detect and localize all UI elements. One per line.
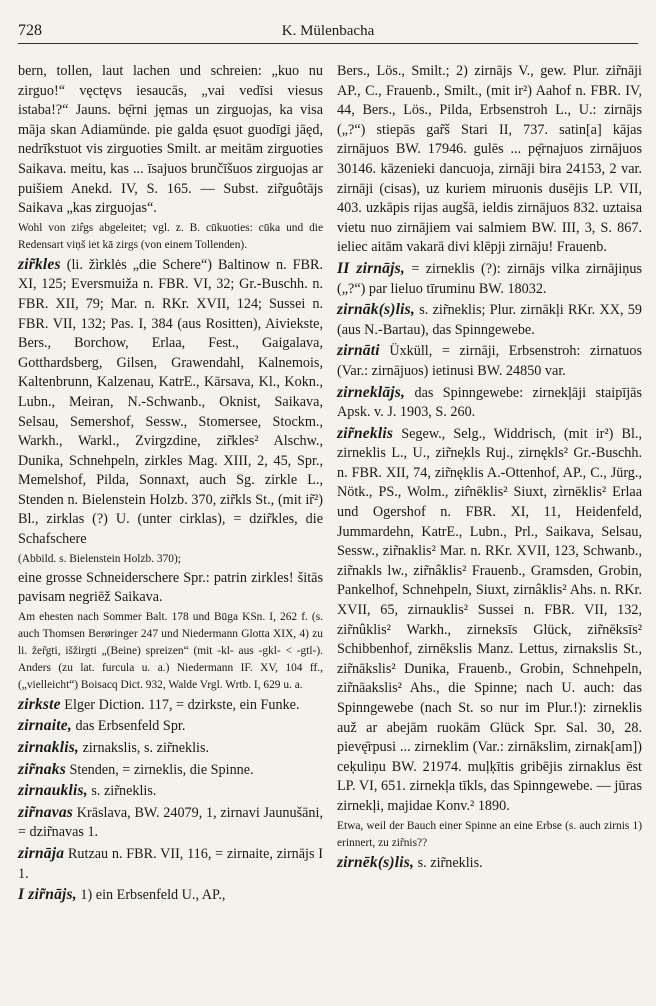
dictionary-entry <box>337 259 642 299</box>
running-header <box>18 20 638 44</box>
etymology-note: (Abbild. s. Bielenstein Holzb. 370); <box>18 552 181 565</box>
dictionary-entry <box>18 803 323 843</box>
dictionary-entry <box>18 760 323 781</box>
entry-text: (li. žìrklės „die Schere“) Baltinow n. FBR. XI, 125; Eversmuiža n. FBR. VI, 32; Gr.-Buschh. n. FBR. XII, 79; Mar. n. RKr. XVII, 124; Sussei n. FBR. VII, 132; Pas. I, 384 (aus Rositten), Aiviekste, Bers., Borchow, Erlaa, Fest., Gaigalava, Gotthardsberg, Gilsen, Grawendahl, Kalnemois, Kaltenbrunn, Kalzenau, KatrE., Kārsava, Kl., Kokn., Lubn., Meiran, N.-Schwanb., Oknist, Saikava, Selsau, Semershof, Sessw., Stomersee, Stockm., Warkh., Warkl., Zvirgzdine, zir̃kles² Alschw., Dunika, Schnehpeln, zirkles Mag. XIII, 2, 45, Spr., Memelshof, Pilda, Sonnaxt, auch Sg. zirkle L., Stenden n. Bielenstein Holzb. 370, zir̃kls St., (mit ir̃²) Bl., zirklas (?) U. (unter cirklas), = dzir̃kles, die Schafschere <box>18 256 323 548</box>
entry-text: Üxküll, = zirnāji, Erbsenstroh: zirnatuos (Var.: zirnājuos) ietinusi BW. 24850 var. <box>337 343 642 379</box>
entry-headword: zirnēk(s)lis, <box>337 853 415 871</box>
entry-text: Stenden, = zirneklis, die Spinne. <box>65 761 254 778</box>
dictionary-entry <box>337 424 642 817</box>
entry-headword: zir̃kles <box>18 255 61 273</box>
dictionary-entry <box>18 255 323 550</box>
entry-text: zirnakslis, s. zir̃neklis. <box>79 740 210 757</box>
entry-text: Rutzau n. FBR. VII, 116, = zirnaite, zirnājs I 1. <box>18 846 323 882</box>
entry-text: Segew., Selg., Widdrisch, (mit ir²) Bl., zirneklis L., U., zir̃ne̦kls Ruj., zirnękls² Gr.-Buschh. n. FBR. XII, 74, zir̃nęklis A.-Ottenhof, AP., C., Jürg., Nötk., PS., Wolm., zir̂nēklis² Siuxt, zìrnēklis² Erlaa und Ogershof n. FBR. XI, 11, Heidenfeld, Jummardehn, KatrE., Lubn., Prl., Saikava, Selsau, Sessw., zir̃naklis² Mar. n. RKr. XVII, 123, Schwanb., zir̃nakls lw., zir̃nâklis² Frauenb., Gramsden, Grobin, Pankelhof, Schnehpeln, Siuxt, zirnâklis² Ahs. n. RKr. XVII, 65, zirnauklis² Sussei n. FBR. VII, 132, zir̃nûklis² Warkh., zirneksīs Glück, zir̃nēksīs² Schibbenhof, zirnēkslis Manz. Lettus, zirnakslis St., zir̃nākslis² Dunika, Frauenb., Grobin, Schnehpeln, zir̃nāakslis² Ahs., die Spinne; nach U. auch: das Spinngewebe (nach St. so nur im Plur.!): zirneklis auž ar abejām ruokām Glück Spr. Sal. 30, 28. pievę̄rpusi ... zirneklim (Var.: zirnākslim, zirnak[am]) ceķuliņu BW. 21974. muļķītis gribējis zirnaklus ēst LP. VI, 651. zirnekļa tīkls, das Spinngewebe. — jūras zirnekļi, majidae Konv.² 1890. <box>337 425 642 814</box>
dictionary-entry <box>337 853 642 874</box>
running-title: K. Mülenbacha <box>281 23 375 39</box>
entry-headword: zir̃naks <box>18 760 66 778</box>
right-column <box>337 62 642 874</box>
page-number: 728 <box>18 22 42 39</box>
dictionary-entry <box>18 885 323 906</box>
entry-headword: zirnaklis, <box>18 739 80 757</box>
entry-headword: zirneklājs, <box>337 383 406 401</box>
entry-text: das Erbsenfeld Spr. <box>71 718 186 735</box>
entry-text: 1) ein Erbsenfeld U., AP., <box>76 887 226 904</box>
dictionary-entry <box>18 695 323 716</box>
dictionary-entry <box>337 300 642 340</box>
entry-text: Krāslava, BW. 24079, 1, zirnavi Jaunušāni, = dzir̃navas 1. <box>18 804 323 841</box>
entry-text: Elger Diction. 117, = dzirkste, ein Funke. <box>60 696 300 713</box>
entry-headword: zirnaite, <box>18 717 72 735</box>
left-column <box>18 62 323 907</box>
dictionary-entry <box>337 341 642 381</box>
entry-text: s. zir̃neklis. <box>414 854 483 871</box>
entry-headword: zirnauklis, <box>18 782 88 800</box>
entry-text: s. zir̃neklis; Plur. zirnākļi RKr. XX, 59 (aus N.-Bartau), das Spinngewebe. <box>337 302 642 338</box>
entry-text: das Spinngewebe: zirnekļāji staipījās Apsk. v. J. 1903, S. 260. <box>337 384 642 421</box>
dictionary-entry <box>18 781 323 802</box>
dictionary-entry <box>18 844 323 884</box>
entry-headword: zirkste <box>18 695 61 713</box>
entry-headword: II zirnājs, <box>337 259 405 277</box>
entry-headword: zirnāk(s)lis, <box>337 301 415 319</box>
entry-continuation: Bers., Lös., Smilt.; 2) zirnājs V., gew. Plur. zir̃nāji AP., C., Frauenb., Smilt., (mit ir²) Aahof n. FBR. IV, 44, Bers., Lös., Pilda, Erbsenstroh L., U.: zirnājs („?“) stiepās gar̃š Stari II, 737. satin[a] kājas zirnājuos BW. 17946. gulēs ... pę̄rnajuos zirnājuos 30146. kāzenieki dancuoja, zirnāji bira 24153, 2 var. zirnāji (cisas), uz kuriem miruonis dusējis LP. VII, 403. uzkāpis rijas augšā, ieldis zirnājuos 832. uztaisa vietu nuo zirnājiem vai salmiem BW. III, 3, S. 867. ieliec aitām vakarā divi klēpji zirnāju! Frauenb. <box>337 63 642 256</box>
dictionary-entry <box>337 383 642 423</box>
entry-headword: zirnāja <box>18 845 65 862</box>
dictionary-entry <box>18 716 323 737</box>
etymology-note: Am ehesten nach Sommer Balt. 178 und Būga KSn. I, 262 f. (s. auch Thomsen Berøringer 247 und Niedermann Glotta XIX, 4) zu li. žer̃gti, išžirgti „(Beine) spreizen“ (mit -kl- aus -gkl- < -gtl-). Anders (zu lat. furcula u. a.) Niedermann IF. XV, 104 ff., („vielleicht“) Boisacq Dict. 932, Walde Vrgl. Wrtb. I, 629 u. a. <box>18 610 323 691</box>
entry-headword: zir̃neklis <box>337 424 394 442</box>
entry-headword: zirnāti <box>337 342 380 360</box>
entry-text: = zirneklis (?): zirnājs vilka zirnājiņus („?“) par lieluo tīruminu BW. 18032. <box>337 260 642 297</box>
entry-text: s. zir̃neklis. <box>87 783 157 800</box>
etymology-note: Etwa, weil der Bauch einer Spinne an eine Erbse (s. auch zirnis 1) erinnert, zu zir̃nis?? <box>337 819 642 849</box>
entry-continuation: bern, tollen, laut lachen und schreien: „kuo nu zirguo!“ vęctęvs iesaucās, „vai vedīsi viesus istaba!?“ Jauns. bę̄rni jęmas un zirguojas, ka visa māja skan Adiamünde. pie galda ęsuot guodīgi jāęd, nedrīkstuot vis zirguoties Smilt. ar meitām zirguoties Saikava. meitu, kas ... īsajuos brunčīšuos zirguojas ar puišiem Anekd. IV, S. 165. — Subst. zir̃guôtājs Saikava „kas zirguojas“. <box>18 63 323 217</box>
entry-headword: zir̃navas <box>18 803 74 821</box>
dictionary-entry <box>18 738 323 759</box>
etymology-note: Wohl von zir̂gs abgeleitet; vgl. z. B. cūkuoties: cūka und die Redensart viņš iet kā zirgs (von einem Tollenden). <box>18 221 323 251</box>
entry-headword: I zir̃nājs, <box>18 886 77 904</box>
entry-continuation: eine grosse Schneiderschere Spr.: patrin zirkles! šitās pavisam negriēž Saikava. <box>18 569 323 606</box>
